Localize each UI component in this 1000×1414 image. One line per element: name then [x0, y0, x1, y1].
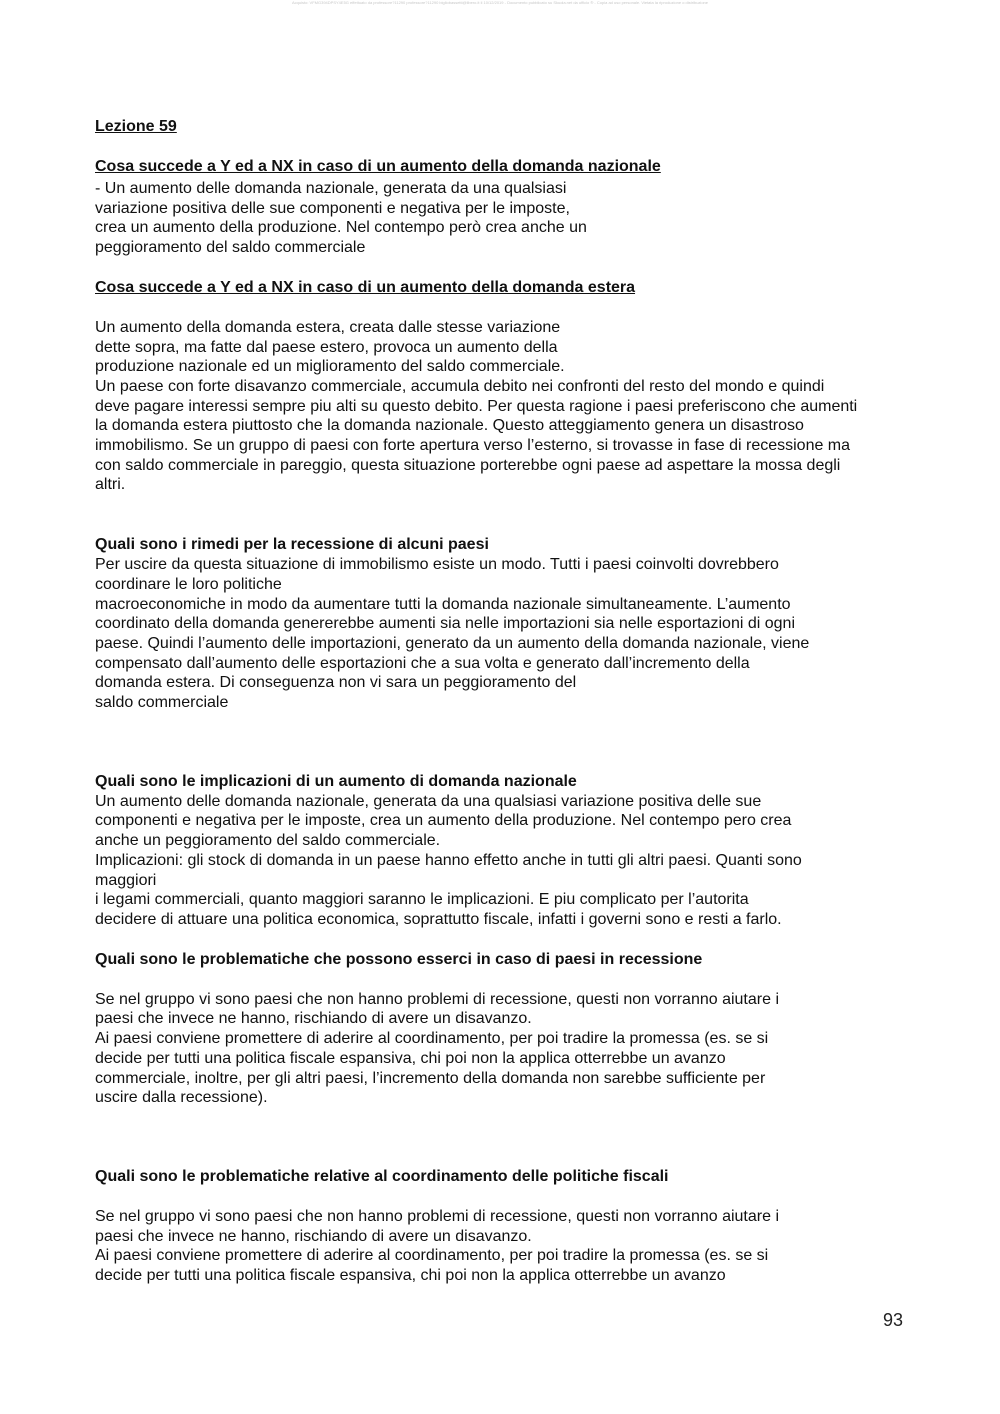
paragraph-line: coordinato della domanda genererebbe aumenti sia nelle importazioni sia nelle esportazioni di ogni	[95, 615, 795, 633]
paragraph-line: deve pagare interessi sempre piu alti su questo debito. Per questa ragione i paesi preferiscono che aumenti	[95, 397, 858, 415]
paragraph-line: saldo commerciale	[95, 694, 229, 712]
paragraph-line: variazione positiva delle sue componenti e negativa per le imposte,	[95, 199, 570, 217]
paragraph-line: dette sopra, ma fatte dal paese estero, provoca un aumento della	[95, 338, 558, 356]
paragraph-line: Se nel gruppo vi sono paesi che non hanno problemi di recessione, questi non vorranno aiutare i	[95, 990, 779, 1008]
paragraph-line: domanda estera. Di conseguenza non vi sara un peggioramento del	[95, 674, 577, 692]
section-heading-fiscal-coordination: Quali sono le problematiche relative al coordinamento delle politiche fiscali	[95, 1167, 669, 1185]
paragraph-line: compensato dall’aumento delle esportazioni che a sua volta e generato dall’incremento della	[95, 654, 750, 672]
paragraph-line: componenti e negativa per le imposte, crea un aumento della produzione. Nel contempo pero crea	[95, 812, 792, 830]
section-heading-recession-problems: Quali sono le problematiche che possono esserci in caso di paesi in recessione	[95, 950, 703, 968]
paragraph-line: decidere di attuare una politica economica, soprattutto fiscale, infatti i governi sono e resti a farlo.	[95, 910, 782, 928]
paragraph-line: altri.	[95, 476, 126, 494]
watermark-text: Acquisto: VFMG394DPSY4E5G effettuato da professore?11290 professore?11290 bigliobassetti@libero.it il 10/12/2019 - Documento pubblicato su Skuola.net da ufficio ® - Copia ad uso personale. Vietata la riproduzione o distribuzione	[291, 0, 708, 5]
paragraph-line: Ai paesi conviene promettere di aderire al coordinamento, per poi tradire la promessa (es. se si	[95, 1247, 769, 1265]
paragraph-line: anche un peggioramento del saldo commerciale.	[95, 832, 441, 850]
paragraph-line: paesi che invece ne hanno, rischiando di avere un disavanzo.	[95, 1227, 532, 1245]
section-heading-implications: Quali sono le implicazioni di un aumento di domanda nazionale	[95, 772, 577, 790]
paragraph-line: crea un aumento della produzione. Nel contempo però crea anche un	[95, 219, 587, 237]
paragraph-line: coordinare le loro politiche	[95, 575, 282, 593]
document-page	[95, 117, 905, 1286]
paragraph-line: uscire dalla recessione).	[95, 1089, 268, 1107]
paragraph-line: macroeconomiche in modo da aumentare tutti la domanda nazionale simultaneamente. L’aumento	[95, 595, 791, 613]
paragraph-line: peggioramento del saldo commerciale	[95, 239, 366, 257]
page-number: 93	[883, 1310, 904, 1330]
paragraph-line: Ai paesi conviene promettere di aderire al coordinamento, per poi tradire la promessa (es. se si	[95, 1030, 769, 1048]
paragraph-line: commerciale, inoltre, per gli altri paesi, l’incremento della domanda non sarebbe sufficiente per	[95, 1069, 766, 1087]
paragraph-line: immobilismo. Se un gruppo di paesi con forte apertura verso l’esterno, si trovasse in fase di recessione ma	[95, 437, 851, 455]
section-heading-domestic-demand: Cosa succede a Y ed a NX in caso di un aumento della domanda nazionale	[95, 158, 661, 175]
section-heading-foreign-demand: Cosa succede a Y ed a NX in caso di un aumento della domanda estera	[95, 278, 636, 296]
paragraph-line: maggiori	[95, 871, 157, 889]
paragraph-line: Un aumento della domanda estera, creata dalle stesse variazione	[95, 318, 561, 336]
paragraph-line: decide per tutti una politica fiscale espansiva, chi poi non la applica otterrebbe un avanzo	[95, 1049, 726, 1067]
paragraph-line: Un aumento delle domanda nazionale, generata da una qualsiasi variazione positiva delle sue	[95, 792, 762, 810]
paragraph-line: - Un aumento delle domanda nazionale, generata da una qualsiasi	[95, 180, 567, 197]
paragraph-line: con saldo commerciale in pareggio, questa situazione porterebbe ogni paese ad aspettare la mossa degli	[95, 456, 841, 474]
paragraph-line: paese. Quindi l’aumento delle importazioni, generato da un aumento della domanda nazionale, viene	[95, 634, 810, 652]
paragraph-line: Un paese con forte disavanzo commerciale, accumula debito nei confronti del resto del mondo e quindi	[95, 377, 825, 395]
paragraph-line: Se nel gruppo vi sono paesi che non hanno problemi di recessione, questi non vorranno aiutare i	[95, 1207, 779, 1225]
paragraph-line: decide per tutti una politica fiscale espansiva, chi poi non la applica otterrebbe un avanzo	[95, 1267, 726, 1285]
paragraph-line: produzione nazionale ed un miglioramento del saldo commerciale.	[95, 358, 565, 376]
paragraph-line: i legami commerciali, quanto maggiori saranno le implicazioni. E piu complicato per l’autorita	[95, 891, 749, 909]
lesson-title: Lezione 59	[95, 118, 177, 135]
section-heading-recession-remedies: Quali sono i rimedi per la recessione di alcuni paesi	[95, 536, 489, 554]
paragraph-line: Per uscire da questa situazione di immobilismo esiste un modo. Tutti i paesi coinvolti dovrebbero	[95, 556, 779, 574]
paragraph-line: paesi che invece ne hanno, rischiando di avere un disavanzo.	[95, 1010, 532, 1028]
paragraph-line: Implicazioni: gli stock di domanda in un paese hanno effetto anche in tutti gli altri paesi. Quanti sono	[95, 851, 802, 869]
paragraph-line: la domanda estera piuttosto che la domanda nazionale. Questo atteggiamento genera un disastroso	[95, 417, 804, 435]
